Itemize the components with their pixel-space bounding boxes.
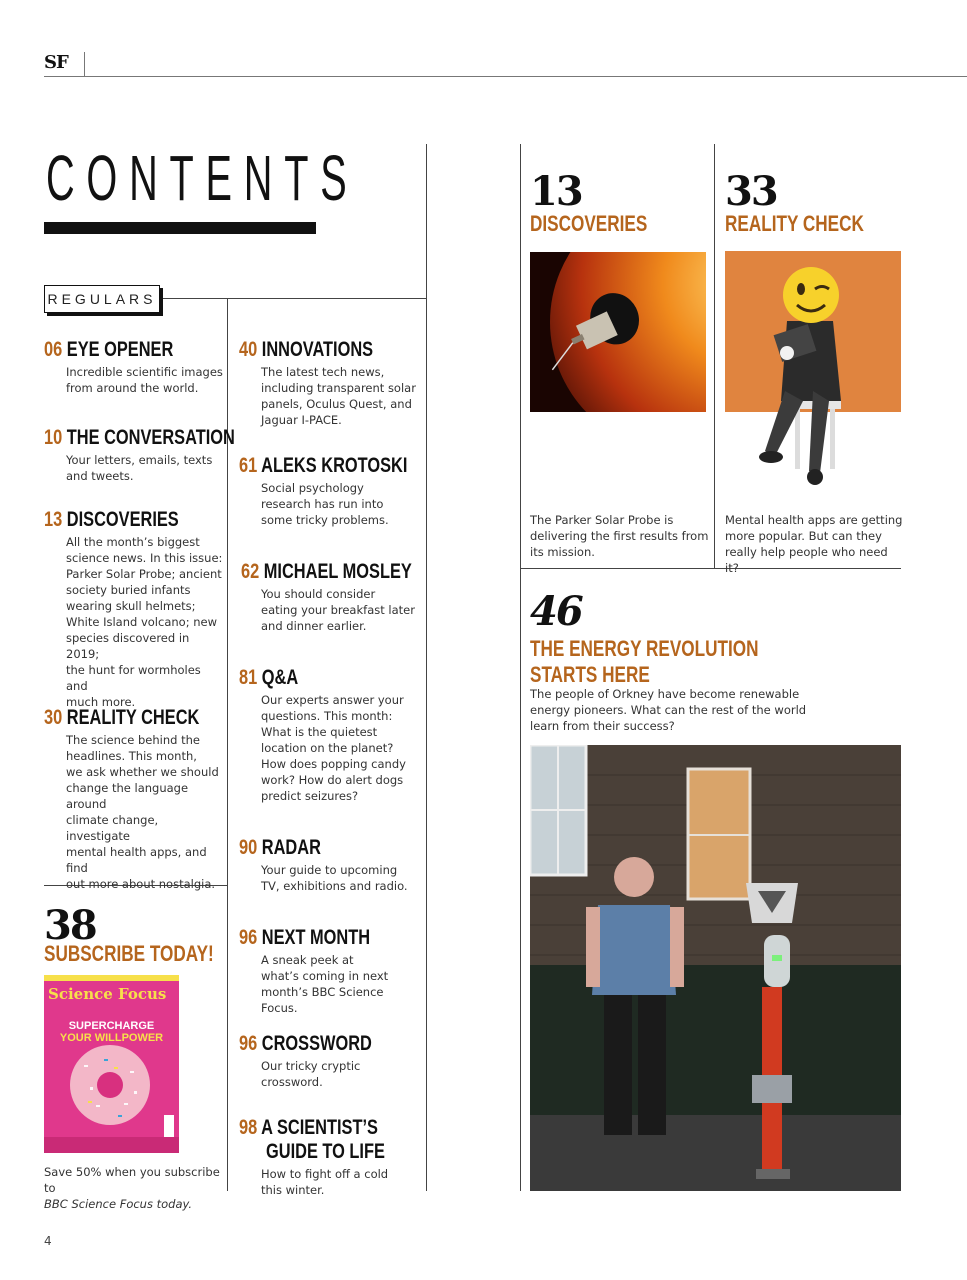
desc-line: and dinner earlier. <box>261 619 367 633</box>
contents-item-crossword[interactable] <box>239 1032 419 1090</box>
feature-divider-left <box>520 144 521 1191</box>
contents-item-discoveries[interactable] <box>44 508 224 710</box>
desc-line: including transparent solar <box>261 381 416 395</box>
contents-item-michael-mosley[interactable] <box>241 560 421 634</box>
desc-line: more popular. But can they <box>725 529 882 543</box>
regulars-label: REGULARS <box>44 285 160 313</box>
desc-line: out more about nostalgia. <box>66 877 216 891</box>
desc-line: predict seizures? <box>261 789 359 803</box>
header-rule <box>44 76 967 77</box>
feature-desc <box>725 512 905 576</box>
desc-line: wearing skull helmets; <box>66 599 196 613</box>
cover-headline-2: YOUR WILLPOWER <box>59 1032 164 1044</box>
item-title: ALEKS KROTOSKI <box>261 454 408 477</box>
desc-line: much more. <box>66 695 136 709</box>
desc-line: we ask whether we should <box>66 765 219 779</box>
desc-line: month’s BBC Science Focus. <box>261 985 384 1015</box>
contents-item-qa[interactable] <box>239 666 419 804</box>
desc-line: You should consider <box>261 587 376 601</box>
page-number: 10 <box>44 426 63 449</box>
contents-item-aleks-krotoski[interactable] <box>239 454 419 528</box>
logo-separator <box>84 52 85 76</box>
item-title: CROSSWORD <box>261 1032 372 1055</box>
desc-line: TV, exhibitions and radio. <box>261 879 408 893</box>
desc-line: science news. In this issue: <box>66 551 223 565</box>
desc-line: learn from their success? <box>530 719 675 733</box>
contents-item-the-conversation[interactable] <box>44 426 235 484</box>
desc-line: and tweets. <box>66 469 134 483</box>
contents-item-reality-check[interactable] <box>44 706 224 892</box>
desc-line: delivering the first results from <box>530 529 709 543</box>
feature-desc <box>530 512 710 560</box>
desc-line: questions. This month: <box>261 709 393 723</box>
desc-line: really help people who need it? <box>725 545 888 575</box>
subscribe-title[interactable]: SUBSCRIBE TODAY! <box>44 941 214 966</box>
lead-title-line-1[interactable]: THE ENERGY REVOLUTION <box>530 636 759 661</box>
desc-line: Our tricky cryptic <box>261 1059 361 1073</box>
page-number: 30 <box>44 706 63 729</box>
page-number: 61 <box>239 454 258 477</box>
desc-line: headlines. This month, <box>66 749 197 763</box>
desc-line: work? How do alert dogs <box>261 773 404 787</box>
feature-title[interactable]: REALITY CHECK <box>725 211 864 236</box>
desc-line: crossword. <box>261 1075 323 1089</box>
page-number: 06 <box>44 338 63 361</box>
desc-line: species discovered in 2019; <box>66 631 190 661</box>
lead-page-number: 46 <box>530 588 582 635</box>
column-divider-right <box>426 298 427 1191</box>
page-number: 62 <box>241 560 260 583</box>
contents-item-innovations[interactable] <box>239 338 419 428</box>
orkney-charger-image[interactable] <box>530 745 901 1191</box>
page-number: 96 <box>239 1032 258 1055</box>
desc-line: what’s coming in next <box>261 969 389 983</box>
desc-line: mental health apps, and find <box>66 845 207 875</box>
item-title: DISCOVERIES <box>66 508 179 531</box>
desc-line: The latest tech news, <box>261 365 385 379</box>
desc-line: The Parker Solar Probe is <box>530 513 674 527</box>
cover-brand: Science Focus <box>48 985 167 1003</box>
desc-line: Incredible scientific images <box>66 365 223 379</box>
desc-line: Social psychology <box>261 481 364 495</box>
desc-line: energy pioneers. What can the rest of the world <box>530 703 807 717</box>
column-divider-top <box>426 144 427 298</box>
page-number: 81 <box>239 666 258 689</box>
feature-title[interactable]: DISCOVERIES <box>530 211 648 236</box>
subscribe-page-number: 38 <box>44 902 96 949</box>
desc-line: eating your breakfast later <box>261 603 415 617</box>
desc-line: A sneak peek at <box>261 953 354 967</box>
desc-line: society buried infants <box>66 583 191 597</box>
desc-line: this winter. <box>261 1183 325 1197</box>
desc-line: climate change, investigate <box>66 813 159 843</box>
desc-line: research has run into <box>261 497 384 511</box>
page-number: 90 <box>239 836 258 859</box>
page-number-footer: 4 <box>44 1234 52 1248</box>
item-title: A SCIENTIST’S <box>261 1116 378 1139</box>
contents-item-next-month[interactable] <box>239 926 419 1016</box>
magazine-logo: SF <box>44 52 68 73</box>
item-title: EYE OPENER <box>66 338 174 361</box>
desc-line: What is the quietest <box>261 725 378 739</box>
page-number: 40 <box>239 338 258 361</box>
feature-page-number: 13 <box>530 168 582 215</box>
page-number: 96 <box>239 926 258 949</box>
desc-line: its mission. <box>530 545 595 559</box>
item-title: Q&A <box>261 666 299 689</box>
desc-line: The science behind the <box>66 733 200 747</box>
feature-divider-middle <box>714 144 715 568</box>
contents-item-eye-opener[interactable] <box>44 338 224 396</box>
magazine-cover-image[interactable] <box>44 975 179 1153</box>
item-title: INNOVATIONS <box>261 338 374 361</box>
contents-item-radar[interactable] <box>239 836 419 894</box>
desc-line: The people of Orkney have become renewable <box>530 687 800 701</box>
desc-line: Parker Solar Probe; ancient <box>66 567 222 581</box>
desc-line: panels, Oculus Quest, and <box>261 397 412 411</box>
desc-line: How does popping candy <box>261 757 406 771</box>
desc-line: Your letters, emails, texts <box>66 453 213 467</box>
desc-line: change the language around <box>66 781 189 811</box>
item-title-line2: GUIDE TO LIFE <box>266 1140 385 1163</box>
desc-line: BBC Science Focus today. <box>44 1197 193 1211</box>
desc-line: Your guide to upcoming <box>261 863 398 877</box>
desc-line: How to fight off a cold <box>261 1167 389 1181</box>
item-title: THE CONVERSATION <box>66 426 235 449</box>
item-title: RADAR <box>261 836 321 859</box>
page-number: 98 <box>239 1116 258 1139</box>
desc-line: Our experts answer your <box>261 693 404 707</box>
subscribe-desc <box>44 1164 224 1212</box>
desc-line: location on the planet? <box>261 741 394 755</box>
man-ev-charger-art <box>530 745 901 1191</box>
desc-line: Mental health apps are getting <box>725 513 903 527</box>
regulars-rule <box>160 298 426 299</box>
page-title: CONTENTS <box>46 142 359 214</box>
cover-headline-1: SUPERCHARGE <box>68 1020 155 1032</box>
item-title: MICHAEL MOSLEY <box>263 560 412 583</box>
desc-line: Save 50% when you subscribe to <box>44 1165 220 1195</box>
mental-health-app-image[interactable] <box>725 251 901 496</box>
desc-line: Jaguar I-PACE. <box>261 413 342 427</box>
emoji-person-art <box>725 251 901 496</box>
item-title: NEXT MONTH <box>261 926 371 949</box>
desc-line: from around the world. <box>66 381 199 395</box>
feature-page-number: 33 <box>725 168 777 215</box>
desc-line: some tricky problems. <box>261 513 389 527</box>
contents-item-scientists-guide[interactable] <box>239 1116 419 1198</box>
parker-solar-probe-image[interactable] <box>530 252 706 412</box>
lead-desc <box>530 686 830 734</box>
desc-line: the hunt for wormholes and <box>66 663 201 693</box>
item-title: REALITY CHECK <box>66 706 200 729</box>
sun-probe-art <box>530 252 706 412</box>
desc-line: White Island volcano; new <box>66 615 217 629</box>
page-number: 13 <box>44 508 63 531</box>
desc-line: All the month’s biggest <box>66 535 200 549</box>
title-underline <box>44 222 316 234</box>
lead-title-line-2[interactable]: STARTS HERE <box>530 662 650 687</box>
